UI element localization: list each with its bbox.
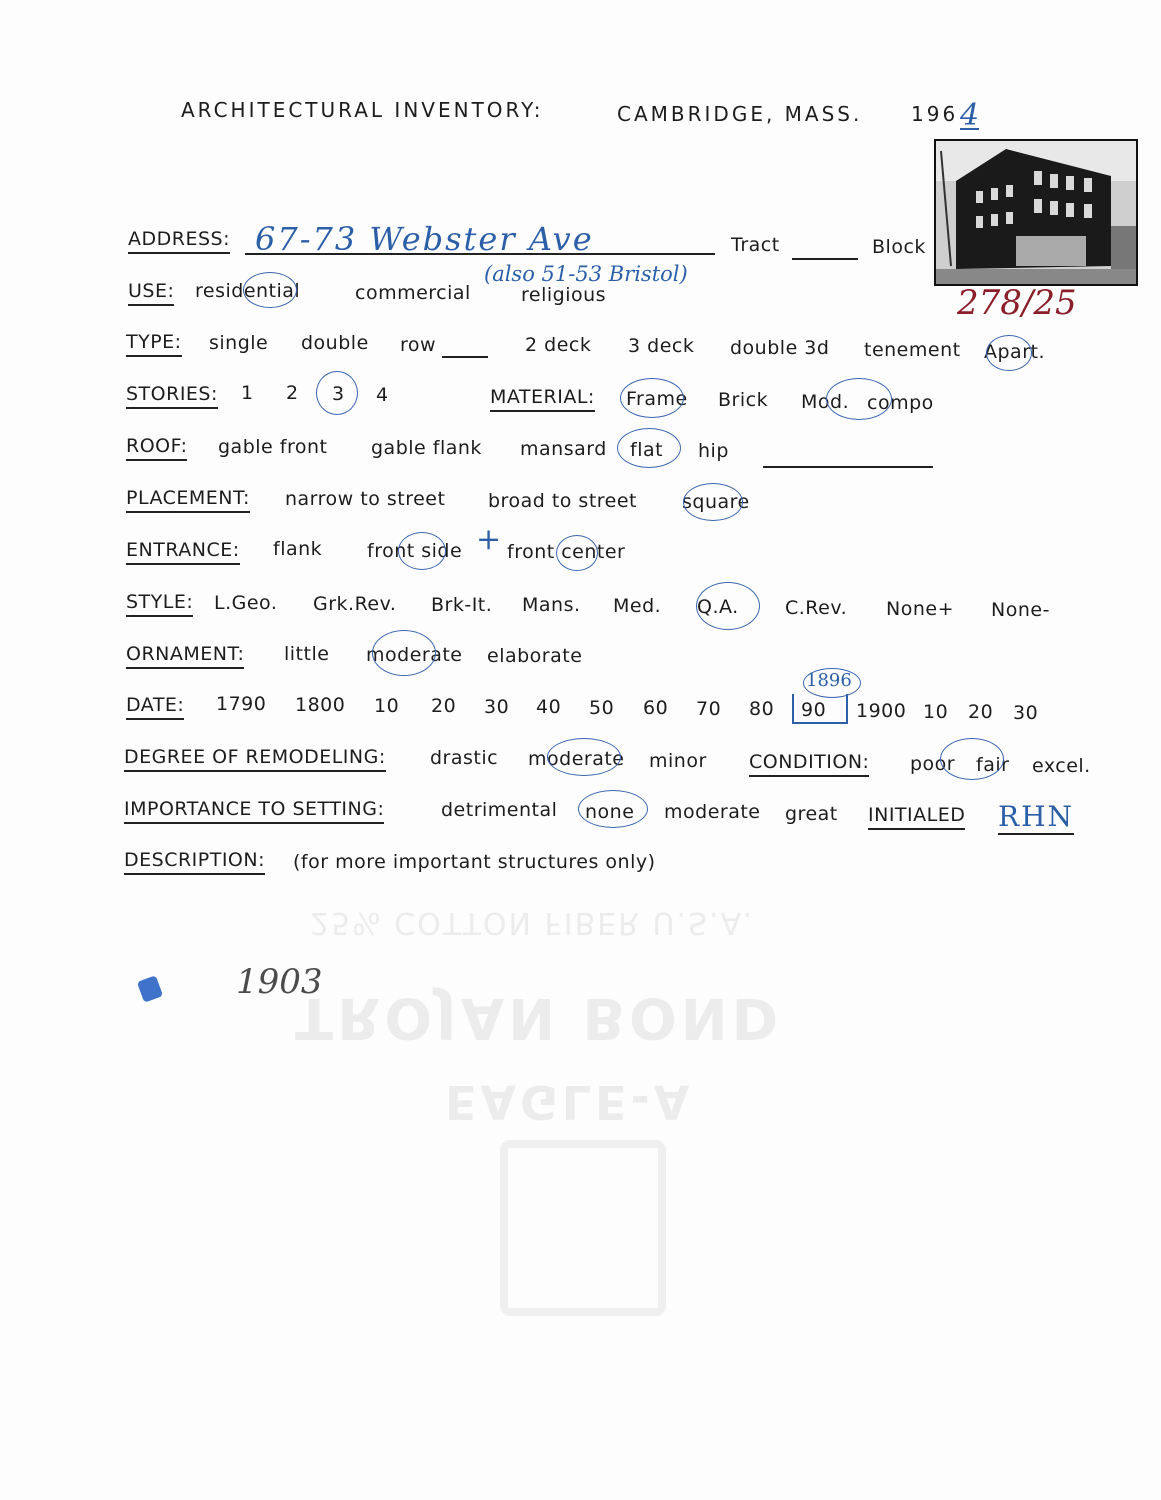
style-brk-it: Brk-It.: [431, 594, 493, 616]
ornament-selection-circle: [372, 630, 436, 676]
date-90: 90: [801, 699, 827, 721]
importance-great: great: [785, 803, 838, 825]
use-residential: residential: [195, 280, 301, 302]
roof-label: ROOF:: [126, 435, 187, 461]
style-med: Med.: [613, 595, 662, 617]
style-none-minus: None-: [991, 599, 1050, 621]
ornament-moderate: moderate: [366, 644, 463, 666]
date-10: 10: [374, 695, 400, 717]
stories-2: 2: [286, 382, 299, 404]
placement-selection-circle: [683, 483, 743, 521]
placement-square: square: [682, 491, 750, 513]
stories-label: STORIES:: [126, 383, 218, 409]
date-1930: 30: [1013, 702, 1039, 724]
date-1920: 20: [968, 701, 994, 723]
date-80: 80: [749, 698, 775, 720]
address-value: 67-73 Webster Ave: [255, 220, 594, 258]
entrance-front-side: front side: [367, 540, 463, 562]
condition-selection-circle: [940, 738, 1004, 780]
entrance-label: ENTRANCE:: [126, 539, 240, 565]
form-title: ARCHITECTURAL INVENTORY:: [181, 98, 544, 122]
roof-selection-circle: [617, 428, 681, 468]
date-1800: 1800: [295, 694, 346, 716]
date-60: 60: [643, 697, 669, 719]
remodeling-minor: minor: [649, 750, 707, 772]
use-selection-circle: [243, 272, 297, 308]
condition-excel: excel.: [1032, 755, 1091, 777]
style-grk-rev: Grk.Rev.: [313, 593, 397, 615]
material-frame: Frame: [626, 388, 688, 410]
date-1900: 1900: [856, 700, 907, 722]
material-label: MATERIAL:: [490, 386, 595, 412]
entrance-center-circle: [556, 535, 598, 571]
type-selection-circle: [986, 335, 1032, 371]
address-also: (also 51-53 Bristol): [484, 262, 688, 286]
description-note: (for more important structures only): [293, 851, 656, 873]
remodeling-drastic: drastic: [430, 747, 499, 769]
address-label: ADDRESS:: [128, 228, 230, 254]
style-none-plus: None+: [886, 598, 954, 620]
date-40: 40: [536, 696, 562, 718]
type-apart: Apart.: [984, 341, 1046, 363]
importance-label: IMPORTANCE TO SETTING:: [124, 798, 384, 824]
pen-mark: [137, 975, 163, 1003]
tract-line: [792, 258, 858, 260]
watermark-eagle: EAGLE-A: [445, 1075, 694, 1129]
remodeling-label: DEGREE OF REMODELING:: [124, 746, 386, 772]
type-tenement: tenement: [864, 339, 961, 361]
use-label: USE:: [128, 280, 174, 306]
entrance-flank: flank: [273, 538, 323, 560]
description-label: DESCRIPTION:: [124, 849, 265, 875]
tract-label: Tract: [731, 234, 780, 256]
style-c-rev: C.Rev.: [785, 597, 848, 619]
stories-4: 4: [376, 384, 389, 406]
roof-other-line: [763, 466, 933, 468]
date-1910: 10: [923, 701, 949, 723]
year-digit: 4: [960, 98, 980, 133]
initialed-value: RHN: [998, 800, 1074, 833]
watermark-brand: TROJAN BOND: [295, 985, 783, 1050]
entrance-side-circle: [398, 532, 446, 570]
date-label: DATE:: [126, 694, 184, 720]
date-selection-bracket: [792, 694, 848, 724]
condition-poor: poor: [910, 753, 956, 775]
entrance-front-center: front center: [507, 541, 626, 563]
condition-fair: fair: [976, 754, 1010, 776]
city-label: CAMBRIDGE, MASS.: [617, 102, 863, 126]
placement-narrow: narrow to street: [285, 488, 446, 510]
material-brick: Brick: [718, 389, 769, 411]
date-1790: 1790: [216, 693, 267, 715]
material-compo-circle: [826, 378, 892, 420]
roof-gable-flank: gable flank: [371, 437, 482, 459]
style-mans: Mans.: [522, 594, 581, 616]
date-50: 50: [589, 697, 615, 719]
use-religious: religious: [521, 284, 607, 306]
remodeling-selection-circle: [547, 738, 621, 776]
type-double-3d: double 3d: [730, 337, 830, 359]
ornament-label: ORNAMENT:: [126, 643, 244, 669]
roof-hip: hip: [698, 440, 729, 462]
type-label: TYPE:: [126, 331, 182, 357]
year-prefix: 196: [911, 102, 959, 126]
type-2-deck: 2 deck: [525, 334, 592, 356]
style-l-geo: L.Geo.: [214, 592, 278, 614]
watermark-logo: [500, 1140, 666, 1316]
stories-3: 3: [332, 383, 345, 405]
ornament-little: little: [284, 643, 330, 665]
style-qa: Q.A.: [697, 596, 739, 618]
entrance-plus-mark: +: [476, 522, 502, 557]
importance-selection-circle: [578, 790, 648, 828]
type-double: double: [301, 332, 369, 354]
ornament-elaborate: elaborate: [487, 645, 583, 667]
type-row-line: [442, 356, 488, 358]
roof-flat: flat: [630, 439, 664, 461]
date-20: 20: [431, 695, 457, 717]
date-70: 70: [696, 698, 722, 720]
description-handwritten-year: 1903: [236, 962, 323, 1002]
use-commercial: commercial: [355, 282, 471, 304]
type-single: single: [209, 332, 269, 354]
stories-1: 1: [241, 382, 254, 404]
style-selection-circle: [696, 582, 760, 630]
material-mod: Mod.: [801, 391, 850, 413]
importance-detrimental: detrimental: [441, 799, 558, 821]
type-row: row: [400, 334, 437, 356]
remodeling-moderate: moderate: [528, 748, 625, 770]
placement-broad: broad to street: [488, 490, 638, 512]
watermark-cotton: 25% COTTON FIBER U.S.A.: [310, 905, 755, 940]
placement-label: PLACEMENT:: [126, 487, 250, 513]
date-handwritten-circle: [803, 668, 861, 698]
condition-label: CONDITION:: [749, 751, 869, 777]
photo-reference: 278/25: [957, 283, 1077, 323]
stories-selection-circle: [316, 371, 358, 415]
roof-mansard: mansard: [520, 438, 607, 460]
importance-none: none: [585, 801, 635, 823]
date-handwritten-year: 1896: [806, 670, 852, 691]
material-compo: compo: [867, 392, 934, 414]
style-label: STYLE:: [126, 591, 193, 617]
importance-moderate: moderate: [664, 801, 761, 823]
material-frame-circle: [620, 378, 684, 418]
initialed-label: INITIALED: [868, 804, 965, 830]
block-label: Block: [872, 236, 926, 258]
date-30: 30: [484, 696, 510, 718]
roof-gable-front: gable front: [218, 436, 328, 458]
type-3-deck: 3 deck: [628, 335, 695, 357]
building-photo: [934, 139, 1138, 286]
